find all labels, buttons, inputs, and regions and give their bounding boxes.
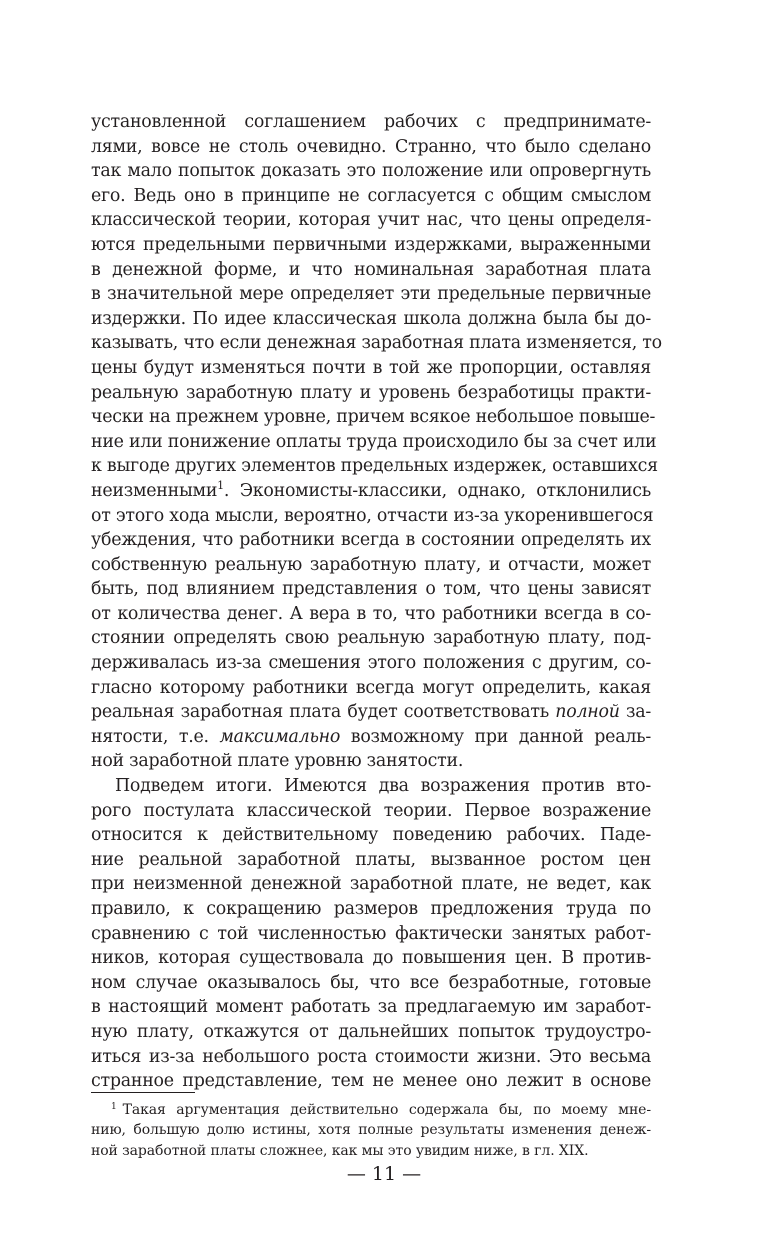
text-line [91, 479, 651, 504]
text-line: ную плату, откажутся от дальнейших попыток трудоустро- [91, 1021, 651, 1042]
footnote-divider [91, 1092, 195, 1093]
footnote-line: нию, большую долю истины, хотя полные результаты изменения денеж- [91, 1122, 651, 1139]
text-line: лями, вовсе не столь очевидно. Странно, что было сделано [91, 136, 651, 157]
text-segment: . Экономисты-классики, однако, отклонились [223, 480, 651, 501]
text-line: реальную заработную плату и уровень безработицы практи- [91, 382, 651, 403]
text-line: ном случае оказывалось бы, что все безработные, готовые [91, 972, 651, 993]
text-line: гласно которому работники всегда могут определить, какая [91, 677, 651, 698]
main-text [91, 110, 662, 1094]
text-line: правило, к сокращению размеров предложения труда по [91, 899, 651, 919]
text-segment: реальная заработная плата будет соответствовать [91, 702, 556, 723]
text-line: ников, которая существовала до повышения цен. В против- [91, 948, 651, 969]
text-line: от количества денег. А вера в то, что работники всегда в со- [91, 603, 651, 624]
text-line: держивалась из-за смешения этого положения с другим, со- [91, 653, 651, 674]
footnote [91, 1100, 651, 1161]
text-line: сравнению с той численностью фактически занятых работ- [91, 923, 651, 944]
footnote-text: Такая аргументация действительно содержала бы, по моему мне- [122, 1102, 651, 1118]
text-line: убеждения, что работники всегда в состоянии определять их [91, 530, 651, 551]
text-line: казывать, что если денежная заработная плата изменяется, то [91, 333, 662, 354]
text-line: его. Ведь оно в принципе не согласуется с общим смыслом [91, 185, 651, 206]
text-line: иться из-за небольшого роста стоимости жизни. Это весьма [91, 1046, 651, 1067]
emphasis: максимально [219, 726, 341, 747]
text-line: странное представление, тем не менее оно лежит в основе [91, 1071, 651, 1092]
text-line [91, 725, 651, 750]
text-segment: нятости, т.е. [91, 726, 220, 747]
text-line: от этого хода мысли, вероятно, отчасти из-за укоренившегося [91, 505, 654, 526]
text-line: относится к действительному поведению рабочих. Паде- [91, 825, 651, 846]
text-line: так мало попыток доказать это положение или опровергнуть [91, 161, 651, 182]
page-number: — 11 — [346, 1163, 422, 1185]
text-line: при неизменной денежной заработной плате, не ведет, как [91, 874, 651, 895]
text-line: рого постулата классической теории. Первое возражение [91, 800, 651, 821]
text-line: быть, под влиянием представления о том, что цены зависят [91, 579, 651, 600]
text-line: издержки. По идее классическая школа должна была бы до- [91, 308, 651, 329]
paragraph-first-line: Подведем итоги. Имеются два возражения против вто- [115, 776, 651, 797]
text-line [91, 700, 651, 725]
footnote-marker: 1 [111, 1102, 117, 1112]
text-line: ной заработной плате уровню занятости. [91, 751, 464, 772]
footnote-line: ной заработной платы сложнее, как мы это увидим ниже, в гл. XIX. [91, 1142, 589, 1159]
text-line: установленной соглашением рабочих с предпринимате- [91, 112, 651, 132]
text-line: ние или понижение оплаты труда происходило бы за счет или [91, 431, 657, 452]
text-line: к выгоде других элементов предельных издержек, оставшихся [91, 456, 658, 477]
emphasis: полной [555, 702, 620, 723]
text-line: классической теории, которая учит нас, что цены определя- [91, 210, 651, 231]
text-line: ются предельными первичными издержками, выраженными [91, 234, 651, 255]
footnote-reference: 1 [217, 478, 224, 492]
text-line: в денежной форме, и что номинальная заработная плата [91, 259, 651, 280]
text-line: стоянии определять свою реальную заработную плату, под- [91, 628, 651, 649]
text-line: ние реальной заработной платы, вызванное ростом цен [91, 849, 651, 870]
text-line: собственную реальную заработную плату, и отчасти, может [91, 554, 651, 575]
footnote-line [91, 1100, 651, 1120]
text-line: цены будут изменяться почти в той же пропорции, оставляя [91, 357, 651, 378]
text-line: чески на прежнем уровне, причем всякое небольшое повыше- [91, 407, 656, 428]
text-line: в значительной мере определяет эти предельные первичные [91, 284, 651, 305]
text-segment: возможному при данной реаль- [340, 726, 651, 747]
text-segment: за- [619, 702, 651, 723]
text-segment: неизменными [91, 480, 218, 501]
text-line: в настоящий момент работать за предлагаемую им заработ- [91, 997, 651, 1018]
